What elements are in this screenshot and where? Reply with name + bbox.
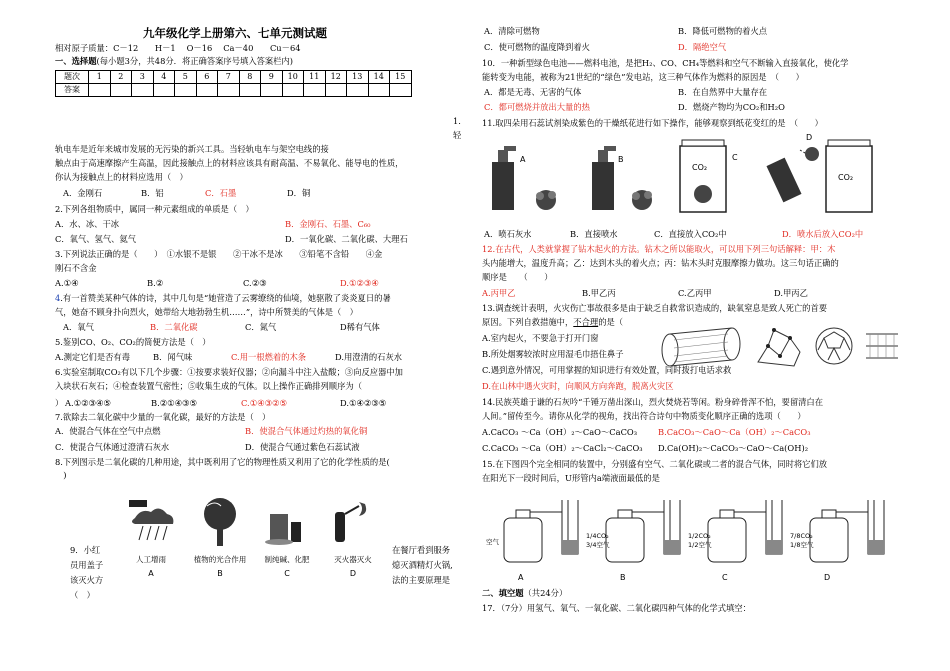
- q12-option-a: A.丙甲乙: [482, 288, 516, 298]
- q14-option-c: C.CaCO₃ ～Ca（OH）₂～CaCl₂～CaCO₃: [482, 443, 643, 453]
- answer-table-answer-row: [56, 84, 412, 97]
- q8-label-b: 植物的光合作用: [193, 555, 247, 564]
- q11-co2-c: CO₂: [692, 163, 708, 172]
- q4-option-b: B．二氧化碳: [150, 322, 198, 332]
- q11-figure: [482, 132, 902, 220]
- q15-letter-a: A: [518, 573, 524, 582]
- section2-label: 二、填空题: [482, 588, 524, 598]
- q15-label-c: 1/2CO₂ 1/2空气: [688, 532, 712, 549]
- q10-line1: 10．一种新型绿色电池——燃料电池，是把H₂、CO、CH₄等燃料和空气不断输入直接氧化，使化学: [482, 58, 849, 68]
- fullerene-icon: [816, 328, 852, 364]
- q3-option-b: B.②: [147, 278, 164, 288]
- q12-option-d: D.甲丙乙: [774, 288, 808, 298]
- q6-line3: ）: [55, 398, 64, 408]
- q10-option-b: B．在自然界中大量存在: [678, 87, 768, 97]
- q2-option-c: C．氧气、氢气、氦气: [55, 234, 137, 244]
- q13-line1: 13.调查统计表明，火灾伤亡事故很多是由于缺乏自救常识造成的，缺氧窒息是致人死亡的首要: [482, 303, 828, 313]
- atomic-masses: 相对原子质量：C－12 H－1 O－16 Ca－40 Cu－64: [55, 43, 301, 53]
- q11-fig-a: A: [520, 155, 526, 164]
- col-8: 8: [239, 71, 261, 84]
- answer-cell[interactable]: [347, 84, 369, 97]
- col-13: 13: [347, 71, 369, 84]
- q3-stem: 3.下列说法正确的是（ ） ①水银不是银 ②干冰不是冰 ③铅笔不含铅 ④金: [55, 249, 383, 259]
- answer-cell[interactable]: [110, 84, 132, 97]
- q11-fig-d: D: [806, 133, 813, 142]
- q11-fig-c: C: [732, 153, 738, 162]
- col-10: 10: [282, 71, 304, 84]
- q1-option-d: D．铜: [287, 188, 311, 198]
- q3-option-c: C.②③: [243, 278, 267, 288]
- col-11: 11: [304, 71, 326, 84]
- answer-cell[interactable]: [153, 84, 175, 97]
- q1-option-a: A．金刚石: [63, 188, 103, 198]
- q8-letter-a: A: [148, 569, 154, 578]
- q2-option-b: B．金刚石、石墨、C₆₀: [285, 219, 371, 229]
- q9-frag-3: 该灭火方: [70, 575, 104, 585]
- col-2: 2: [110, 71, 132, 84]
- section2-note: （共24分）: [523, 588, 568, 598]
- q13-option-a: A.室内起火，不要急于打开门窗: [482, 333, 599, 343]
- q14-option-a: A.CaCO₃ ～Ca（OH）₂～CaO～CaCO₃: [482, 427, 638, 437]
- fire-extinguisher-icon: [335, 502, 366, 542]
- page-title: 九年级化学上册第六、七单元测试题: [143, 26, 327, 40]
- section2-heading: [482, 587, 567, 599]
- q5-option-b: B．闻气味: [153, 352, 193, 362]
- q6-line1: 6.实验室制取CO₂有以下几个步骤：①按要求装好仪器；②向漏斗中注入盐酸；③向反应器中加: [55, 367, 403, 377]
- q8-line2: ): [55, 470, 67, 480]
- answer-cell[interactable]: [304, 84, 326, 97]
- spray-bottle-icon: [766, 150, 810, 202]
- q13-option-c: C.遇到意外情况，可用掌握的知识进行有效处置，同时拨打电话求救: [482, 365, 732, 375]
- col-4: 4: [153, 71, 175, 84]
- q12-line1: [482, 243, 835, 255]
- col-5: 5: [175, 71, 197, 84]
- nanotube-icon: [662, 328, 740, 366]
- q5-stem: 5.鉴别CO、O₂、CO₂的简便方法是（ ）: [55, 337, 211, 347]
- q12-option-b: B.甲乙丙: [582, 288, 616, 298]
- answer-cell[interactable]: [89, 84, 111, 97]
- q9-frag-r2: 熄灭酒精灯火锅,: [392, 560, 453, 570]
- q13-underlined: 不合理: [573, 317, 599, 327]
- q8-line1: 8.下列图示是二氧化碳的几种用途，其中既利用了它的物理性质又利用了它的化学性质的是(: [55, 457, 390, 467]
- q8-label-d: 灭火器灭火: [334, 555, 372, 564]
- q4-number: 4: [55, 293, 61, 303]
- q3-option-a: A.①④: [55, 278, 79, 288]
- gas-jar-icon: [680, 140, 726, 212]
- q13-line2-end: 的是（: [598, 317, 624, 327]
- q3-line2: 刚石不含金: [55, 263, 97, 273]
- row-label-number: 题次: [56, 71, 89, 84]
- section1-label: 一、选择题: [55, 56, 97, 66]
- q1-line2: 触点由于高速摩擦产生高温，因此接触点上的材料应该具有耐高温、不易氧化、能导电的性质，: [55, 158, 404, 168]
- q8-label-c: 制纯碱、化肥: [264, 555, 310, 564]
- row-label-answer: 答案: [56, 84, 89, 97]
- q5-option-d: D.用澄清的石灰水: [335, 352, 403, 362]
- flask-utube-apparatus-c: [708, 500, 782, 562]
- q8-figure: [115, 496, 395, 584]
- flask-utube-apparatus-a: [504, 500, 578, 562]
- col-1: 1: [89, 71, 111, 84]
- answer-table: [55, 70, 412, 97]
- flower-icon: [632, 190, 652, 210]
- flask-utube-apparatus-b: [606, 500, 680, 562]
- q15-line2: 在阳光下一段时间后，U形管内a端液面最低的是: [482, 473, 660, 483]
- q7-option-c: C．使混合气体通过澄清石灰水: [55, 442, 170, 452]
- flower-icon: [805, 147, 819, 161]
- q15-letter-d: D: [824, 573, 831, 582]
- col-14: 14: [368, 71, 390, 84]
- section1-note: (每小题3分，共48分．将正确答案序号填入答案栏内): [96, 56, 294, 66]
- q4-line2: 气，她奋不顾身扑向烈火，她带给大地勃勃生机……”，诗中所赞美的气体是（ ）: [55, 307, 358, 317]
- q9-frag-r3: 法的主要原理是: [392, 575, 451, 585]
- spray-bottle-icon: [592, 146, 616, 210]
- cloud-seeding-icon: [129, 500, 173, 540]
- tree-icon: [204, 498, 236, 546]
- answer-cell[interactable]: [282, 84, 304, 97]
- q15-label-d: 7/8CO₂ 1/8空气: [790, 532, 814, 549]
- q9-frag-4: （ ）: [70, 590, 95, 600]
- col-7: 7: [218, 71, 240, 84]
- q5-option-c: C.用一根燃着的木条: [231, 352, 307, 362]
- q4-option-d: D稀有气体: [340, 322, 380, 332]
- q10-option-a: A．都是无毒、无害的气体: [484, 87, 582, 97]
- q15-label-b: 1/4CO₂ 3/4空气: [586, 532, 610, 549]
- q17-line: 17．（7分）用氢气、氧气、一氧化碳、二氧化碳四种气体的化学式填空：: [482, 603, 751, 613]
- q1-line1: 轨电车是近年来城市发展的无污染的新兴工具。当轻轨电车与架空电线的接: [55, 144, 329, 154]
- q11-stem: 11.取四朵用石蕊试剂染成紫色的干燥纸花进行如下操作，能够观察到纸花变红的是 （ ）: [482, 118, 823, 128]
- q6-option-a: A.①②③④⑤: [65, 398, 111, 408]
- answer-cell[interactable]: [196, 84, 218, 97]
- answer-cell[interactable]: [218, 84, 240, 97]
- q11-option-a: A．喷石灰水: [484, 229, 532, 239]
- q4-line1-text: .有一首赞美某种气体的诗，其中几句是“她营造了云雾缭绕的仙境，她驱散了炎炎夏日的暑: [60, 293, 391, 303]
- q9-frag-2: 员用盖子: [70, 560, 104, 570]
- section1-heading: [55, 55, 293, 67]
- q13-line2-text: 原因。下列自救措施中，: [482, 317, 574, 327]
- q14-line1: 14.民族英雄于谦的石灰吟“千锤万凿出深山，烈火焚烧若等闲。粉身碎骨浑不怕，要留清白在: [482, 397, 824, 407]
- q7-option-a: A．使混合气体在空气中点燃: [55, 426, 161, 436]
- q10-option-c: C．都可燃烧并放出大量的热: [484, 102, 590, 112]
- q15-figure: [482, 490, 902, 586]
- q12-line1-text: 12.在古代，人类就掌握了钻木起火的方法。钻木之所以能取火，可以用下列三句话解释：甲：木: [482, 244, 836, 254]
- q8-letter-c: C: [284, 569, 290, 578]
- spray-bottle-icon: [492, 146, 516, 210]
- q9-option-a: A．清除可燃物: [484, 26, 540, 36]
- q15-label-a: 空气: [486, 538, 499, 546]
- q11-option-c: C．直接放入CO₂中: [654, 229, 727, 239]
- q5-option-a: A.测定它们是否有毒: [55, 352, 131, 362]
- answer-cell[interactable]: [390, 84, 412, 97]
- q14-line2: 人间。”留传至今。请你从化学的视角，找出符合诗句中物质变化顺序正确的选项（ ）: [482, 411, 806, 421]
- q13-option-b: B.所处烟雾较浓时应用湿毛巾捂住鼻子: [482, 349, 624, 359]
- q7-option-d: D．使混合气通过紫色石蕊试液: [245, 442, 360, 452]
- q12-line3: 顺序是 （ ）: [482, 272, 553, 282]
- col-12: 12: [325, 71, 347, 84]
- q2-option-a: A．水、冰、干冰: [55, 219, 120, 229]
- q7-option-b: B．使混合气体通过灼热的氧化铜: [245, 426, 368, 436]
- col-9: 9: [261, 71, 283, 84]
- q11-fig-b: B: [618, 155, 624, 164]
- q15-letter-c: C: [722, 573, 728, 582]
- q1-option-c: C．石墨: [205, 188, 237, 198]
- flask-utube-apparatus-d: [810, 500, 884, 562]
- answer-table-header-row: [56, 71, 412, 84]
- carbon-structures-figure: [658, 322, 902, 372]
- answer-cell[interactable]: [368, 84, 390, 97]
- q10-line2: 能转变为电能，被称为21世纪的“绿色”发电站，这三种气体作为燃料的原因是 （ ）: [482, 72, 804, 82]
- q9-frag-1: 9．小红: [70, 545, 101, 555]
- q11-option-b: B．直接喷水: [570, 229, 618, 239]
- answer-cell[interactable]: [239, 84, 261, 97]
- col-3: 3: [132, 71, 154, 84]
- diamond-lattice-icon: [758, 328, 800, 366]
- q6-option-d: D.①④②③⑤: [340, 398, 387, 408]
- graphite-layers-icon: [866, 334, 898, 358]
- q1-tail: 轻: [453, 130, 462, 140]
- answer-cell[interactable]: [175, 84, 197, 97]
- col-6: 6: [196, 71, 218, 84]
- q3-option-d: D.①②③④: [340, 278, 379, 288]
- flower-icon: [536, 190, 556, 210]
- q10-option-d: D．燃烧产物均为CO₂和H₂O: [678, 102, 785, 112]
- q9-frag-r1: 在餐厅看到服务: [392, 545, 451, 555]
- q14-option-b: B.CaCO₃～CaO～Ca（OH）₂～CaCO₃: [658, 427, 811, 437]
- q1-number: 1.: [453, 116, 461, 126]
- q8-letter-b: B: [217, 569, 223, 578]
- q9-option-d: D．隔绝空气: [678, 42, 727, 52]
- q12-line2: 头内能增大，温度升高；乙：达到木头的着火点；丙：钻木头时克服摩擦力做功。这三句话正确的: [482, 258, 839, 268]
- q9-option-b: B．降低可燃物的着火点: [678, 26, 768, 36]
- q11-co2-d: CO₂: [838, 173, 854, 182]
- q15-letter-b: B: [620, 573, 626, 582]
- q2-option-d: D．一氧化碳、二氧化碳、大理石: [285, 234, 408, 244]
- q8-label-a: 人工增雨: [136, 555, 166, 564]
- q13-option-d: D.在山林中遇火灾时，向顺风方向奔跑，脱离火灾区: [482, 381, 674, 391]
- answer-cell[interactable]: [132, 84, 154, 97]
- q2-stem: 2.下列各组物质中，属同一种元素组成的单质是（ ）: [55, 204, 254, 214]
- q9-option-c: C．使可燃物的温度降到着火: [484, 42, 590, 52]
- answer-cell[interactable]: [261, 84, 283, 97]
- fertilizer-bag-icon: [265, 514, 301, 545]
- q4-option-a: A．氧气: [63, 322, 94, 332]
- col-15: 15: [390, 71, 412, 84]
- q6-option-c: C.①④③②⑤: [241, 398, 287, 408]
- q6-line2: 入块状石灰石；④检查装置气密性；⑤收集生成的气体。以上操作正确排列顺序为（: [55, 381, 362, 391]
- q1-line3: 你认为接触点上的材料应选用（ ）: [55, 172, 188, 182]
- q4-line1: [55, 292, 391, 304]
- q4-option-c: C．氮气: [245, 322, 277, 332]
- q8-letter-d: D: [349, 569, 357, 578]
- q1-option-b: B．铝: [141, 188, 164, 198]
- q7-stem: 7.欲除去二氧化碳中少量的一氧化碳，最好的方法是（ ）: [55, 412, 271, 422]
- q14-option-d: D.Ca(OH)₂～CaCO₃～CaO～Ca(OH)₂: [658, 443, 809, 453]
- q6-option-b: B.②①④③⑤: [151, 398, 197, 408]
- q13-line2: [482, 316, 623, 328]
- q12-option-c: C.乙丙甲: [678, 288, 712, 298]
- q15-line1: 15.在下图四个完全相同的装置中，分别盛有空气、二氧化碳或二者的混合气体，同时将它们放: [482, 459, 828, 469]
- q11-option-d: D．喷水后放入CO₂中: [782, 229, 864, 239]
- answer-cell[interactable]: [325, 84, 347, 97]
